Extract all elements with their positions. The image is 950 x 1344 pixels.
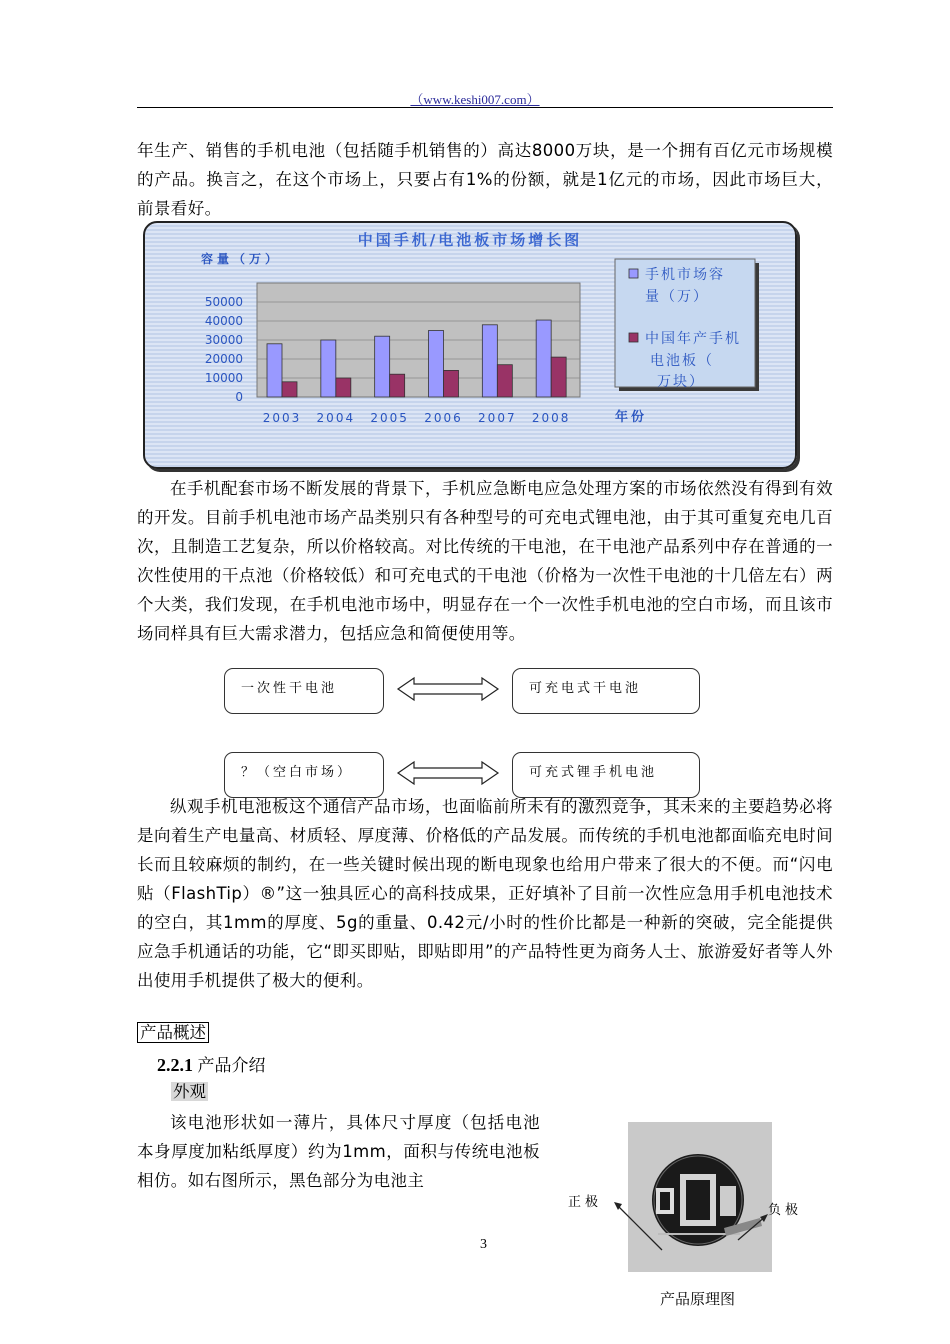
subsection-title: 产品介绍 — [197, 1056, 266, 1076]
x-tick-label: 2005 — [370, 411, 409, 425]
y-tick-label: 20000 — [204, 352, 243, 366]
chart-y-axis-label: 容量（万） — [201, 252, 282, 266]
legend-label-market: 量（万） — [645, 289, 709, 305]
market-growth-chart — [143, 221, 797, 469]
figure-caption: 产品原理图 — [660, 1290, 736, 1308]
legend-label-battery: 万块） — [657, 374, 705, 390]
subsection-number: 2.2.1 — [157, 1055, 193, 1075]
trend-text: 纵观手机电池板这个通信产品市场，也面临前所未有的激烈竞争，其未来的主要趋势必将是向着生产电量高、材质轻、厚度薄、价格低的产品发展。而传统的手机电池都面临充电时间长而且较麻烦的制约，在一些关键时候出现的断电现象也给用户带来了很大的不便。而“闪电贴（FlashTip）®”这一独具匠心的高科技成果，正好填补了目前一次性应急用手机电池技术的空白，其1mm的厚度、5g的重量、0.42元/小时的性价比都是一种新的突破，完全能提供应急手机通话的功能，它“即买即贴，即贴即用”的产品特性更为商务人士、旅游爱好者等人外出使用手机提供了极大的便利。 — [137, 797, 833, 990]
x-tick-label: 2008 — [531, 411, 571, 425]
bar-2008-1 — [551, 357, 566, 397]
bar-2005-0 — [375, 336, 390, 397]
bar-2006-1 — [444, 370, 459, 397]
diagram-box-rechargeable-dry — [512, 668, 700, 714]
bar-2004-1 — [336, 378, 351, 397]
bar-2007-0 — [482, 325, 497, 397]
double-arrow-icon — [396, 676, 500, 702]
polarity-arrows — [560, 1180, 820, 1270]
diagram-box-blank-market-label: ？（空白市场） — [241, 765, 354, 780]
market-text: 在手机配套市场不断发展的背景下，手机应急断电应急处理方案的市场依然没有得到有效的开发。目前手机电池市场产品类别只有各种型号的可充电式锂电池，由于其可重复充电几百次，且制造工艺复杂，所以价格较高。对比传统的干电池，在干电池产品系列中存在普通的一次性使用的干点池（价格较低）和可充电式的干电池（价格为一次性干电池的十几倍左右）两个大类，我们发现，在手机电池市场中，明显存在一个一次性手机电池的空白市场，而且该市场同样具有巨大需求潜力，包括应急和简便使用等。 — [137, 479, 833, 643]
diagram-box-rechargeable-dry-label: 可充电式干电池 — [529, 681, 642, 696]
positive-label: 正极 — [568, 1195, 603, 1210]
appearance-text: 该电池形状如一薄片，具体尺寸厚度（包括电池本身厚度加粘纸厚度）约为1mm，面积与传统电池板相仿。如右图所示，黑色部分为电池主 — [137, 1113, 540, 1190]
x-tick-label: 2007 — [478, 411, 517, 425]
bar-2007-1 — [497, 365, 512, 397]
appearance-paragraph — [137, 1108, 540, 1195]
legend-label-battery: 中国年产手机 — [645, 331, 741, 347]
market-paragraph — [137, 474, 833, 648]
diagram-box-disposable — [224, 668, 384, 714]
y-tick-label: 10000 — [204, 371, 243, 385]
subsection-heading — [157, 1051, 266, 1076]
legend-label-market: 手机市场容 — [645, 267, 725, 283]
bar-2006-0 — [429, 331, 444, 398]
x-tick-label: 2003 — [262, 411, 302, 425]
y-tick-label: 0 — [235, 390, 243, 404]
legend-swatch-battery — [629, 333, 638, 342]
header-divider — [137, 107, 833, 108]
y-tick-label: 50000 — [204, 295, 243, 309]
y-tick-label: 30000 — [204, 333, 243, 347]
bar-2004-0 — [321, 340, 336, 397]
negative-label: 负极 — [768, 1203, 803, 1218]
chart-svg — [145, 223, 795, 467]
page-number: 3 — [480, 1237, 487, 1252]
diagram-box-disposable-label: 一次性干电池 — [241, 681, 338, 696]
bar-2003-0 — [267, 344, 282, 397]
trend-paragraph — [137, 792, 833, 995]
bar-2008-0 — [536, 320, 551, 397]
legend-label-battery: 电池板（ — [650, 353, 714, 369]
header-url-text[interactable]: （www.keshi007.com） — [410, 92, 540, 107]
header-url[interactable] — [0, 89, 950, 108]
y-tick-label: 40000 — [204, 314, 243, 328]
chart-title: 中国手机/电池板市场增长图 — [357, 231, 583, 249]
intro-text: 年生产、销售的手机电池（包括随手机销售的）高达8000万块，是一个拥有百亿元市场规模的产品。换言之，在这个市场上，只要占有1%的份额，就是1亿元的市场，因此市场巨大，前景看好。 — [137, 141, 833, 218]
legend-swatch-market — [629, 269, 638, 278]
section-heading-overview: 产品概述 — [137, 1022, 209, 1043]
x-tick-label: 2004 — [316, 411, 356, 425]
double-arrow-icon — [396, 760, 500, 786]
bar-2005-1 — [390, 374, 405, 397]
bar-2003-1 — [282, 382, 297, 397]
diagram-box-lithium-label: 可充式锂手机电池 — [529, 765, 658, 780]
chart-x-axis-label: 年份 — [615, 410, 648, 425]
appearance-label: 外观 — [173, 1082, 206, 1101]
x-tick-label: 2006 — [424, 411, 463, 425]
intro-paragraph — [137, 136, 833, 223]
